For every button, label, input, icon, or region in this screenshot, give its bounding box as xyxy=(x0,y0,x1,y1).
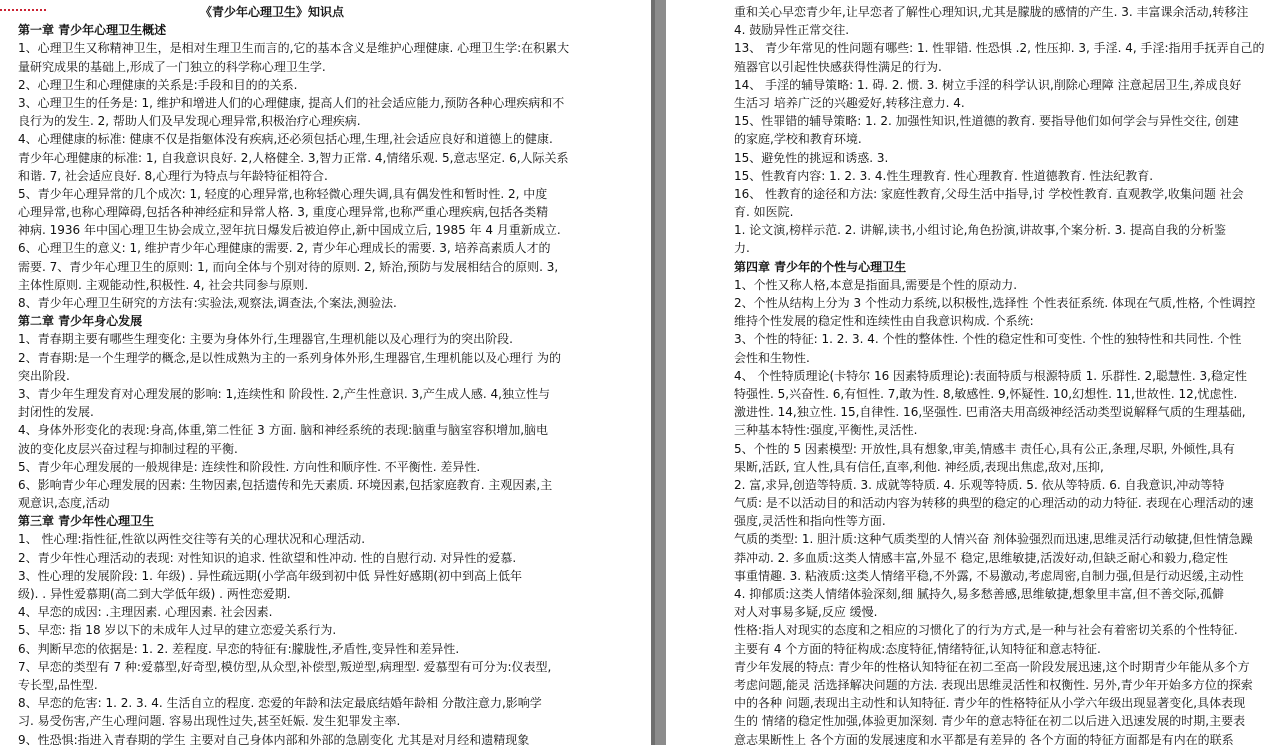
text-line: 气质: 是不以活动目的和活动内容为转移的典型的稳定的心理活动的动力特征. 表现在心理活动的速 xyxy=(734,496,1254,511)
text-line: 9、性恐惧:指进入青春期的学生 主要对自己身体内部和外部的急剧变化 尤其是对月经和遗精现象 xyxy=(18,732,530,745)
text-line: 4、身体外形变化的表现:身高,体重,第二性征 3 方面. 脑和神经系统的表现:脑重与脑室容积增加,脑电 xyxy=(18,423,549,438)
text-line: 6、判断早恋的依据是: 1. 2. 差程度. 早恋的特征有:朦胧性,矛盾性,变异性和差异性. xyxy=(18,641,460,656)
left-page-text xyxy=(18,3,646,745)
document-title: 《青少年心理卫生》知识点 xyxy=(199,5,344,19)
text-line: 3、个性的特征: 1. 2. 3. 4. 个性的整体性. 个性的稳定性和可变性. 个性的独特性和共同性. 个性 xyxy=(734,332,1242,347)
text-line: 力. xyxy=(734,241,750,256)
document-page-right xyxy=(666,0,1280,745)
text-line: 7、早恋的类型有 7 种:爱慕型,好奇型,模仿型,从众型,补偿型,叛逆型,病理型. 爱慕型有可分为:仪表型, xyxy=(18,659,552,674)
text-line: 2、青少年性心理活动的表现: 对性知识的追求. 性欲望和性冲动. 性的自慰行动. 对异性的爱慕. xyxy=(18,550,517,565)
text-line: 会性和生物性. xyxy=(734,350,810,365)
text-line: 气质的类型: 1. 胆汁质:这种气质类型的人情兴奋 剂体验强烈而迅速,思维灵活行动敏捷,但性情急躁 xyxy=(734,532,1253,547)
text-line: 强度,灵活性和指向性等方面. xyxy=(734,514,886,529)
text-line: 神病. 1936 年中国心理卫生协会成立,翌年抗日爆发后被迫停止,新中国成立后, 1985 年 4 月重新成立. xyxy=(18,223,561,238)
text-line: 三种基本特性:强度,平衡性,灵活性. xyxy=(734,423,918,438)
text-line: 封闭性的发展. xyxy=(18,405,94,420)
text-line: 观意识,态度,活动 xyxy=(18,496,110,511)
text-line: 意志果断性上 各个方面的发展速度和水平都是有差异的 各个方面的特征方面都是有内在的联系 xyxy=(734,732,1234,745)
text-line: 心理异常,也称心理障碍,包括各种神经症和异常人格. 3, 重度心理异常,也称严重心理疾病,包括各类精 xyxy=(18,205,549,220)
text-line: 量研究成果的基础上,形成了一门独立的科学称心理卫生学. xyxy=(18,59,326,74)
text-line: 15、性罪错的辅导策略: 1. 2. 加强性知识,性道德的教育. 要指导他们如何学会与异性交往, 创建 xyxy=(734,114,1239,129)
text-line: 2. 富,求异,创造等特质. 3. 成就等特质. 4. 乐观等特质. 5. 依从等特质. 6. 自我意识,冲动等特 xyxy=(734,477,1225,492)
text-line: 5、青少年心理异常的几个成次: 1, 轻度的心理异常,也称轻微心理失调,具有偶发性和暂时性. 2, 中度 xyxy=(18,186,548,201)
text-line: 4. 鼓励异性正常交往. xyxy=(734,23,850,38)
page-gutter-shadow xyxy=(651,0,655,745)
text-line: 的家庭,学校和教育环境. xyxy=(734,132,862,147)
text-line: 4. 抑郁质:这类人情绪体验深刻,细 腻持久,易多愁善感,思维敏捷,想象里丰富,但不善交际,孤僻 xyxy=(734,587,1225,601)
text-line: 重和关心早恋青少年,让早恋者了解性心理知识,尤其是朦胧的感情的产生. 3. 丰富课余活动,转移注 xyxy=(734,5,1249,19)
text-line: 3、性心理的发展阶段: 1. 年级) . 异性疏远期(小学高年级到初中低 异性好感期(初中到高上低年 xyxy=(18,568,523,583)
text-line: 生活习 培养广泛的兴趣爱好,转移注意力. 4. xyxy=(734,95,965,110)
text-line: 莽冲动. 2. 多血质:这类人情感丰富,外显不 稳定,思维敏捷,活泼好动,但缺乏耐心和毅力,稳定性 xyxy=(734,550,1228,565)
text-line: 14、 手淫的辅导策略: 1. 碍. 2. 惯. 3. 树立手淫的科学认识,削除心理障 注意起居卫生,养成良好 xyxy=(734,77,1242,92)
text-line: 1、个性又称人格,本意是指面具,需要是个性的原动力. xyxy=(734,277,1018,292)
text-line: 8、青少年心理卫生研究的方法有:实验法,观察法,调查法,个案法,测验法. xyxy=(18,296,397,310)
text-line: 5、青少年心理发展的一般规律是: 连续性和阶段性. 方向性和顺序性. 不平衡性. 差异性. xyxy=(18,459,481,474)
text-line: 15、避免性的挑逗和诱惑. 3. xyxy=(734,150,889,165)
text-line: 殖器官以引起性快感获得性满足的行为. xyxy=(734,59,942,74)
text-line: 中的各种 问题,表现出主动性和认知特征. 青少年的性格特征从小学六年级出现显著变化,具体表现 xyxy=(734,696,1246,711)
chapter-heading: 第一章 青少年心理卫生概述 xyxy=(18,23,167,38)
text-line: 6、心理卫生的意义: 1, 维护青少年心理健康的需要. 2, 青少年心理成长的需要. 3, 培养高素质人才的 xyxy=(18,241,551,256)
text-line: 激进性. 14,独立性. 15,自律性. 16,坚强性. 巴甫洛夫用高级神经活动类型说解释气质的生理基础, xyxy=(734,405,1246,420)
text-line: 6、影响青少年心理发展的因素: 生物因素,包括遗传和先天素质. 环境因素,包括家庭教育. 主观因素,主 xyxy=(18,477,553,492)
text-line: 生的 情绪的稳定性加强,体验更加深刻. 青少年的意志特征在初二以后进入迅速发展的时期,主要表 xyxy=(734,714,1246,729)
text-line: 3、心理卫生的任务是: 1, 维护和增进人们的心理健康, 提高人们的社会适应能力,预防各种心理疾病和不 xyxy=(18,95,565,110)
text-line: 性格:指人对现实的态度和之相应的习惯化了的行为方式,是一种与社会有着密切关系的个性特征. xyxy=(734,623,1238,638)
chapter-heading: 第三章 青少年性心理卫生 xyxy=(18,514,155,529)
text-line: 4、 个性特质理论(卡特尔 16 因素特质理论):表面特质与根源特质 1. 乐群性. 2,聪慧性. 3,稳定性 xyxy=(734,368,1247,383)
text-line: 波的变化皮层兴奋过程与抑制过程的平衡. xyxy=(18,441,238,456)
text-line: 果断,活跃, 宜人性,具有信任,直率,利他. 神经质,表现出焦虑,敌对,压抑, xyxy=(734,459,1104,474)
text-line: 需要. 7、青少年心理卫生的原则: 1, 而向全体与个别对待的原则. 2, 矫治,预防与发展相结合的原则. 3, xyxy=(18,259,559,274)
text-line: 良行为的发生. 2, 帮助人们及早发现心理异常,积极治疗心理疾病. xyxy=(18,114,361,129)
text-line: 青少年发展的特点: 青少年的性格认知特征在初二至高一阶段发展迅速,这个时期青少年能从多个方 xyxy=(734,659,1250,674)
right-page-text xyxy=(734,3,1280,745)
text-line: 特强性. 5,兴奋性. 6,有恒性. 7,敢为性. 8,敏感性. 9,怀疑性. 10,幻想性. 11,世故性. 12,忧虑性. xyxy=(734,386,1238,401)
text-line: 和谐. 7, 社会适应良好. 8,心理行为特点与年龄特征相符合. xyxy=(18,168,328,183)
text-line: 13、 青少年常见的性问题有哪些: 1. 性罪错. 性恐惧 .2, 性压抑. 3, 手淫. 4, 手淫:指用手抚弄自己的 xyxy=(734,41,1265,56)
text-line: 8、早恋的危害: 1. 2. 3. 4. 生活自立的程度. 恋爱的年龄和法定最底结婚年龄相 分散注意力,影响学 xyxy=(18,696,542,711)
text-line: 1、 性心理:指性征,性欲以两性交往等有关的心理状况和心理活动. xyxy=(18,532,366,547)
text-line: 2、心理卫生和心理健康的关系是:手段和目的的关系. xyxy=(18,77,298,92)
text-line: 1、心理卫生又称精神卫生，是相对生理卫生而言的,它的基本含义是维护心理健康. 心理卫生学:在积累大 xyxy=(18,41,570,56)
text-line: 2、个性从结构上分为 3 个性动力系统,以积极性,选择性 个性表征系统. 体现在气质,性格, 个性调控 xyxy=(734,296,1256,310)
text-line: 5、早恋: 指 18 岁以下的未成年人过早的建立恋爱关系行为. xyxy=(18,623,337,638)
text-line: 4、心理健康的标准: 健康不仅是指躯体没有疾病,还必须包括心理,生理,社会适应良好和道德上的健康. xyxy=(18,132,553,147)
chapter-heading: 第二章 青少年身心发展 xyxy=(18,314,143,329)
text-line: 5、个性的 5 因素模型: 开放性,具有想象,审美,情感丰 责任心,具有公正,条理,尽职, 外倾性,具有 xyxy=(734,441,1235,456)
text-line: 考虑问题,能灵 活选择解决问题的方法. 表现出思维灵活性和权衡性. 另外,青少年开始多方位的探索 xyxy=(734,677,1253,692)
text-line: 习. 易受伤害,产生心理问题. 容易出现性过失,甚至妊娠. 发生犯罪发主率. xyxy=(18,714,401,729)
text-line: 4、早恋的成因: .主理因素. 心理因素. 社会因素. xyxy=(18,605,273,620)
text-line: 16、 性教育的途径和方法: 家庭性教育,父母生活中指导,讨 学校性教育. 直观教学,收集问题 社会 xyxy=(734,186,1244,201)
text-line: 专长型,品性型. xyxy=(18,677,98,692)
text-line: 主体性原则. 主观能动性,积极性. 4, 社会共同参与原则. xyxy=(18,277,309,292)
text-line: 主要有 4 个方面的特征构成:态度特征,情绪特征,认知特征和意志特征. xyxy=(734,641,1101,656)
text-line: 对人对事易多疑,反应 缓慢. xyxy=(734,605,878,620)
text-line: 维持个性发展的稳定性和连续性由自我意识构成. 个系统: xyxy=(734,314,1034,329)
text-line: 事重情趣. 3. 粘液质:这类人情绪平稳,不外露, 不易激动,考虑周密,自制力强,但是行动迟缓,主动性 xyxy=(734,568,1244,583)
text-line: 青少年心理健康的标准: 1, 自我意识良好. 2,人格健全. 3,智力正常. 4,情绪乐观. 5,意志坚定. 6,人际关系 xyxy=(18,150,569,165)
text-line: 1、青春期主要有哪些生理变化: 主要为身体外行,生理器官,生理机能以及心理行为的突出阶段. xyxy=(18,332,513,347)
text-line: 15、性教育内容: 1. 2. 3. 4.性生理教育. 性心理教育. 性道德教育. 性法纪教育. xyxy=(734,168,1154,183)
text-line: 突出阶段. xyxy=(18,368,70,383)
text-line: 1. 论文演,榜样示范. 2. 讲解,读书,小组讨论,角色扮演,讲故事,个案分析. 3. 提高自我的分析鉴 xyxy=(734,223,1226,238)
text-line: 2、青春期:是一个生理学的概念,是以性成熟为主的一系列身体外形,生理器官,生理机能以及心理行 为的 xyxy=(18,350,561,365)
text-line: 育. 如医院. xyxy=(734,205,794,220)
chapter-heading: 第四章 青少年的个性与心理卫生 xyxy=(734,259,907,274)
text-line: 级). . 异性爱慕期(高二到大学低年级) . 两性恋爱期. xyxy=(18,587,291,601)
text-line: 3、青少年生理发育对心理发展的影响: 1,连续性和 阶段性. 2,产生性意识. 3,产生成人感. 4,独立性与 xyxy=(18,386,550,401)
